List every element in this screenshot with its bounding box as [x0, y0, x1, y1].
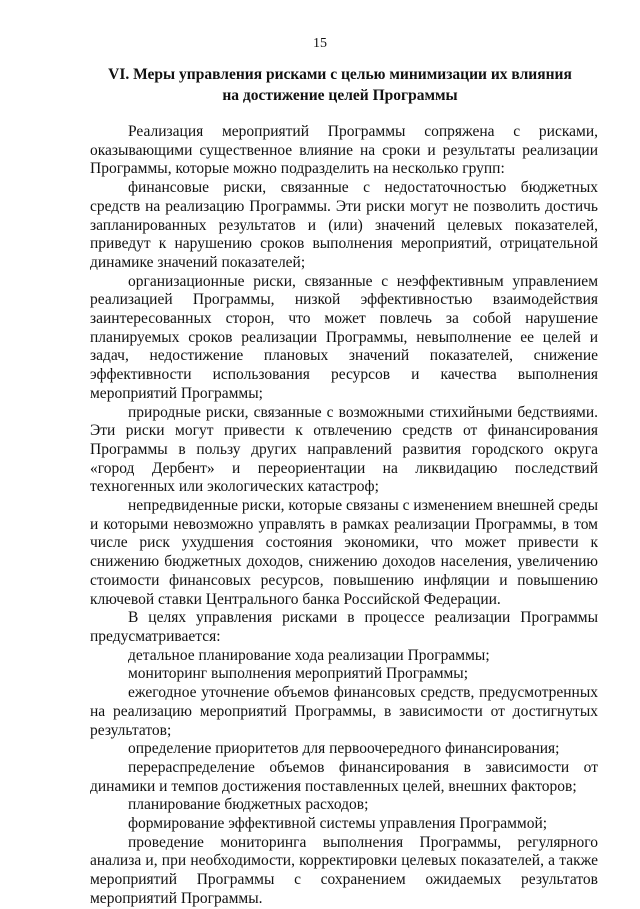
list-item-monitoring-analysis: проведение мониторинга выполнения Программы, регулярного анализа и, при необходимости, корректировки целевых показателей, а также мероприятий Программы с сохранением ожидаемых результатов мероприятий Программы. [90, 833, 598, 907]
page-number: 15 [313, 36, 327, 51]
list-item-monitoring: мониторинг выполнения мероприятий Программы; [128, 665, 469, 683]
paragraph-unforeseen-risks: непредвиденные риски, которые связаны с изменением внешней среды и которыми невозможно управлять в рамках реализации Программы, в том числе риск ухудшения состояния экономики, что может привести к снижению бюджетных доходов, снижению доходов населения, увеличению стоимости финансовых ресурсов, повышению инфляции и повышению ключевой ставки Центрального банка Российской Федерации. [90, 497, 599, 608]
list-item-priorities: определение приоритетов для первоочередного финансирования; [128, 740, 560, 758]
list-item-budget-planning: планирование бюджетных расходов; [128, 796, 369, 814]
section-heading [90, 64, 590, 106]
list-item-annual-refinement: ежегодное уточнение объемов финансовых средств, предусмотренных на реализацию мероприятий Программы, в зависимости от достигнутых результатов; [90, 684, 598, 739]
list-item-planning: детальное планирование хода реализации Программы; [128, 646, 490, 664]
list-item-management-system: формирование эффективной системы управления Программой; [128, 815, 548, 833]
list-item-reallocation: перераспределение объемов финансирования в зависимости от динамики и темпов достижения поставленных целей, внешних факторов; [90, 758, 598, 795]
paragraph-intro: Реализация мероприятий Программы сопряжена с рисками, оказывающими существенное влияние на сроки и результаты реализации Программы, которые можно подразделить на несколько групп: [90, 123, 598, 178]
paragraph-organizational-risks: организационные риски, связанные с неэффективным управлением реализацией Программы, низкой эффективностью взаимодействия заинтересованных сторон, что может повлечь за собой нарушение планируемых сроков реализации Программы, невыполнение ее целей и задач, недостижение плановых значений показателей, снижение эффективности использования ресурсов и качества выполнения мероприятий Программы; [90, 272, 598, 402]
document-body [90, 123, 598, 909]
paragraph-financial-risks: финансовые риски, связанные с недостаточностью бюджетных средств на реализацию Программы. Эти риски могут не позволить достичь запланированных результатов и (или) значений целевых показателей, приведут к нарушению сроков выполнения мероприятий, отрицательной динамике значений показателей; [90, 179, 598, 271]
section-heading-line-1: VI. Меры управления рисками с целью минимизации их влияния [108, 66, 572, 83]
paragraph-natural-risks: природные риски, связанные с возможными стихийными бедствиями. Эти риски могут привести к отвлечению средств от финансирования Программы в пользу других направлений развития городского округа «город Дербент» и переориентации на ликвидацию последствий техногенных или экологических катастроф; [90, 403, 598, 496]
section-heading-line-2: на достижение целей Программы [222, 87, 458, 104]
paragraph-measures-intro: В целях управления рисками в процессе реализации Программы предусматривается: [90, 609, 598, 645]
